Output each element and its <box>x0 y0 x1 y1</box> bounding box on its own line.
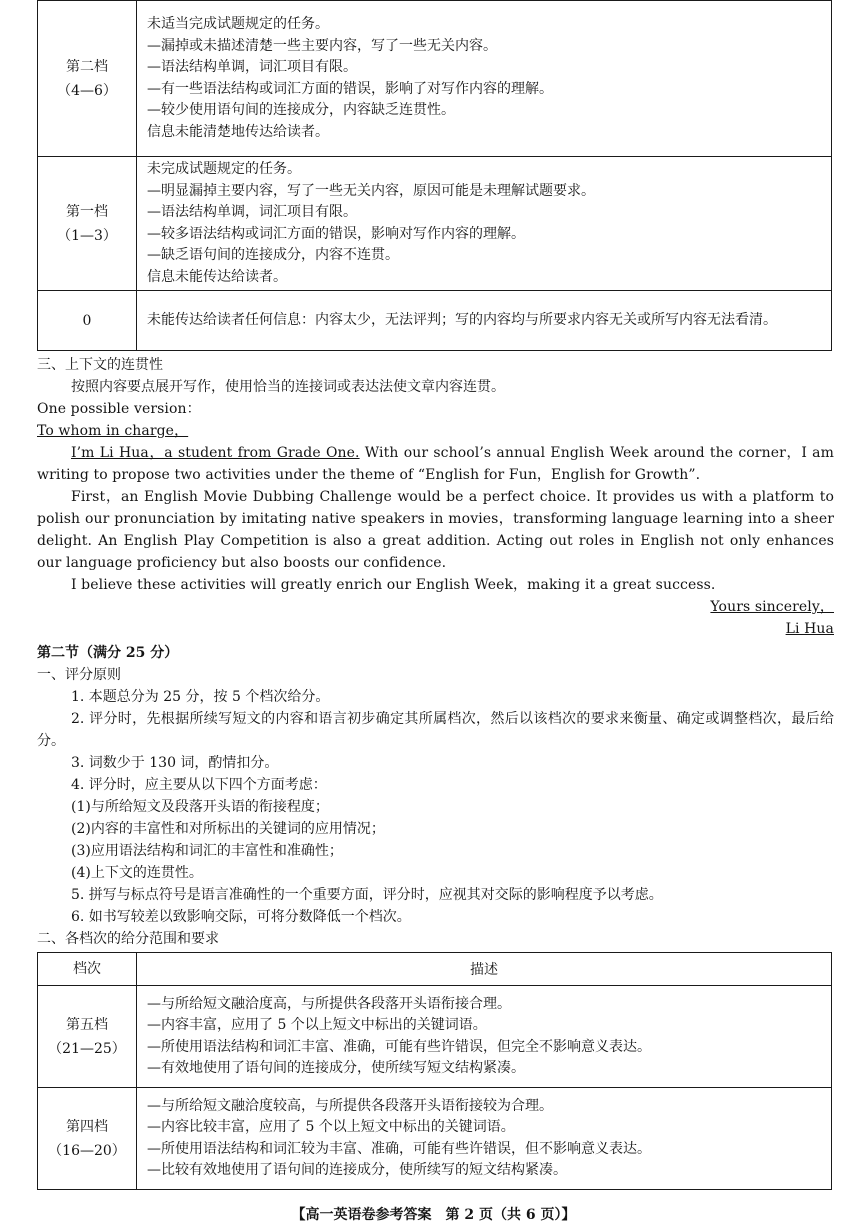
column-header: 档次 <box>38 953 137 986</box>
coherence-heading: 三、上下文的连贯性 <box>37 357 163 373</box>
principle-item: 6. 如书写较差以致影响交际，可将分数降低一个档次。 <box>71 909 411 925</box>
description-line: 信息未能清楚地传达给读者。 <box>147 123 329 140</box>
principle-item: 4. 评分时，应主要从以下四个方面考虑： <box>71 777 327 793</box>
description-line: —与所给短文融洽度高，与所提供各段落开头语衔接合理。 <box>147 995 511 1012</box>
letter-paragraph <box>37 442 834 486</box>
grade-label: 第四档 <box>66 1118 108 1135</box>
grade-label: 第一档 <box>66 203 108 220</box>
description-line: —有一些语法结构或词汇方面的错误，影响了对写作内容的理解。 <box>147 80 553 97</box>
description-line: —较少使用语句间的连接成分，内容缺乏连贯性。 <box>147 102 455 118</box>
letter-closing: Yours sincerely， <box>710 599 834 615</box>
table-row <box>38 1088 832 1190</box>
grade-label: 第五档 <box>66 1016 108 1033</box>
grade-range: （16—20） <box>48 1142 126 1159</box>
description-line: —与所给短文融洽度较高，与所提供各段落开头语衔接较为合理。 <box>147 1097 553 1114</box>
description-line: —较多语法结构或词汇方面的错误，影响对写作内容的理解。 <box>147 225 525 242</box>
column-header: 描述 <box>137 953 832 986</box>
salutation: To whom in charge， <box>37 423 189 439</box>
description-line: 信息未能传达给读者。 <box>147 268 287 285</box>
continuation-level-table <box>37 952 832 1190</box>
letter-intro-rest: With our school’s annual English Week around the corner，I am writing to propose two activities under the theme of “English for Fun，English for Growth”. <box>37 445 834 483</box>
description-line: 未适当完成试题规定的任务。 <box>147 16 329 32</box>
description-line: —所使用语法结构和词汇丰富、准确，可能有些许错误，但完全不影响意义表达。 <box>147 1038 651 1055</box>
ranges-heading: 二、各档次的给分范围和要求 <box>37 931 219 947</box>
letter-paragraph: I believe these activities will greatly enrich our English Week，making it a great success. <box>71 577 716 593</box>
table-row <box>38 1 832 157</box>
description-cell <box>137 986 832 1088</box>
grade-cell <box>38 157 137 291</box>
principle-item: 1. 本题总分为 25 分，按 5 个档次给分。 <box>71 689 330 705</box>
grade-range: （21—25） <box>48 1040 126 1057</box>
letter-signature: Li Hua <box>785 621 834 637</box>
grade-label: 第二档 <box>66 58 108 75</box>
principle-item: (2)内容的丰富性和对所标出的关键词的应用情况； <box>71 821 385 837</box>
sample-label: One possible version： <box>37 401 201 417</box>
table-row <box>38 291 832 351</box>
table-row <box>38 986 832 1088</box>
table-header-row <box>38 953 832 986</box>
description-line: —明显漏掉主要内容，写了一些无关内容，原因可能是未理解试题要求。 <box>147 182 595 199</box>
grade-cell <box>38 986 137 1088</box>
description-line: —内容比较丰富，应用了 5 个以上短文中标出的关键词语。 <box>147 1119 515 1135</box>
description-cell <box>137 291 832 351</box>
description-line: —缺乏语句间的连接成分，内容不连贯。 <box>147 247 399 263</box>
grade-cell <box>38 1 137 157</box>
grade-label: 0 <box>82 312 92 329</box>
description-line: 未能传达给读者任何信息：内容太少，无法评判；写的内容均与所要求内容无关或所写内容无法看清。 <box>147 311 777 328</box>
description-line: —漏掉或未描述清楚一些主要内容，写了一些无关内容。 <box>147 37 497 54</box>
description-line: —内容丰富，应用了 5 个以上短文中标出的关键词语。 <box>147 1017 487 1033</box>
description-line: —比较有效地使用了语句间的连接成分，使所续写的短文结构紧凑。 <box>147 1162 567 1178</box>
principle-item: (4)上下文的连贯性。 <box>71 865 203 881</box>
section-title: 第二节（满分 25 分） <box>37 645 179 661</box>
sample-section <box>37 354 834 640</box>
grade-cell <box>38 1088 137 1190</box>
principles-heading: 一、评分原则 <box>37 667 121 683</box>
letter-paragraph: First，an English Movie Dubbing Challenge would be a perfect choice. It provides us with a platform to polish our pronunciation by imitating native speakers in movies，transforming language learning into a sheer delight. An English Play Competition is also a great addition. Acting out roles in English not only enhances our language proficiency but also boosts our confidence. <box>37 489 834 571</box>
grade-cell <box>38 291 137 351</box>
principle-item: 5. 拼写与标点符号是语言准确性的一个重要方面，评分时，应视其对交际的影响程度予以考虑。 <box>71 887 663 903</box>
letter-intro: I’m Li Hua，a student from Grade One. <box>71 445 360 461</box>
description-cell <box>137 157 832 291</box>
page-footer: 【高一英语卷参考答案 第 2 页（共 6 页）】 <box>291 1207 576 1223</box>
description-line: —语法结构单调，词汇项目有限。 <box>147 59 357 75</box>
section-two <box>37 642 834 950</box>
description-line: —有效地使用了语句间的连接成分，使所续写短文结构紧凑。 <box>147 1060 525 1076</box>
grade-range: （1—3） <box>57 227 117 244</box>
table-row <box>38 157 832 291</box>
principle-item: 3. 词数少于 130 词，酌情扣分。 <box>71 755 279 771</box>
description-line: —语法结构单调，词汇项目有限。 <box>147 204 357 220</box>
principle-item: 2. 评分时，先根据所续写短文的内容和语言初步确定其所属档次，然后以该档次的要求来衡量、确定或调整档次，最后给分。 <box>37 711 834 749</box>
principle-item: (1)与所给短文及段落开头语的衔接程度； <box>71 799 329 815</box>
principle-item: (3)应用语法结构和词汇的丰富性和准确性； <box>71 843 343 859</box>
description-cell <box>137 1 832 157</box>
grade-range: （4—6） <box>57 82 117 99</box>
coherence-text: 按照内容要点展开写作，使用恰当的连接词或表达法使文章内容连贯。 <box>71 379 505 395</box>
writing-level-table <box>37 0 832 351</box>
description-line: 未完成试题规定的任务。 <box>147 161 301 177</box>
description-cell <box>137 1088 832 1190</box>
description-line: —所使用语法结构和词汇较为丰富、准确，可能有些许错误，但不影响意义表达。 <box>147 1140 651 1157</box>
